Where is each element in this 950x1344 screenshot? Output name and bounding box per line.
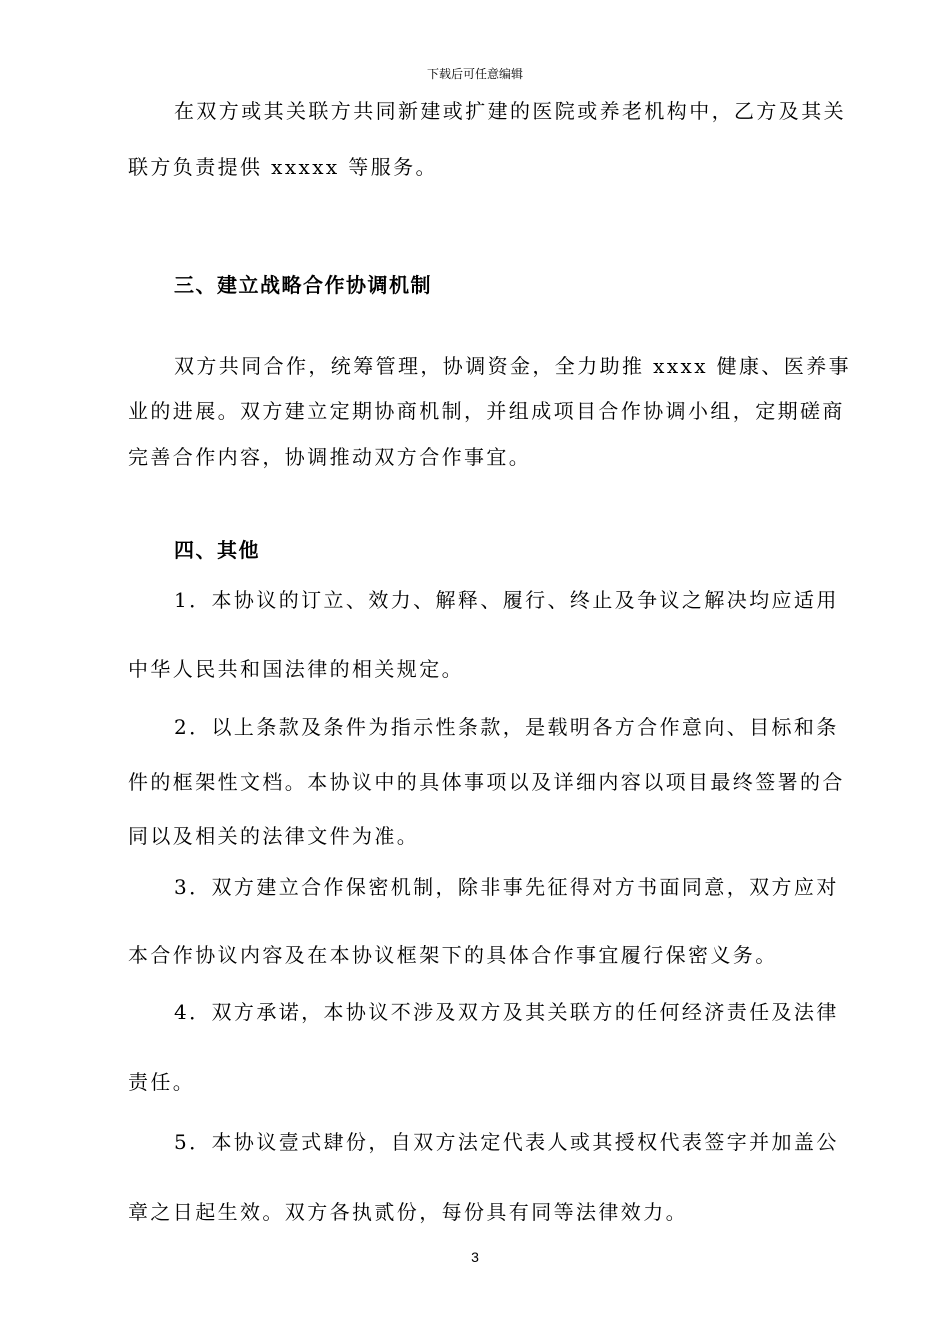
list-item-line: 2．以上条款及条件为指示性条款，是载明各方合作意向、目标和条 [174, 715, 839, 739]
paragraph-line: 完善合作内容，协调推动双方合作事宜。 [128, 445, 532, 469]
list-item-line: 1．本协议的订立、效力、解释、履行、终止及争议之解决均应适用 [174, 588, 839, 612]
list-item-line: 章之日起生效。双方各执贰份，每份具有同等法律效力。 [128, 1200, 688, 1224]
list-item-line: 3．双方建立合作保密机制，除非事先征得对方书面同意，双方应对 [174, 875, 839, 899]
paragraph-line: 联方负责提供 xxxxx 等服务。 [128, 155, 438, 179]
list-item-line: 责任。 [128, 1070, 196, 1094]
paragraph-line: 双方共同合作，统筹管理，协调资金，全力助推 xxxx 健康、医养事 [174, 354, 852, 378]
list-item-line: 中华人民共和国法律的相关规定。 [128, 657, 464, 681]
list-item-line: 本合作协议内容及在本协议框架下的具体合作事宜履行保密义务。 [128, 943, 778, 967]
list-item-line: 5．本协议壹式肆份，自双方法定代表人或其授权代表签字并加盖公 [174, 1130, 839, 1154]
list-item-line: 件的框架性文档。本协议中的具体事项以及详细内容以项目最终签署的合 [128, 770, 845, 794]
section-heading-4: 四、其他 [174, 538, 260, 562]
paragraph-line: 业的进展。双方建立定期协商机制，并组成项目合作协调小组，定期磋商 [128, 399, 845, 423]
page-header: 下载后可任意编辑 [426, 67, 523, 81]
list-item-line: 4．双方承诺，本协议不涉及双方及其关联方的任何经济责任及法律 [174, 1000, 839, 1024]
list-item-line: 同以及相关的法律文件为准。 [128, 824, 420, 848]
paragraph-line: 在双方或其关联方共同新建或扩建的医院或养老机构中，乙方及其关 [174, 99, 846, 123]
section-heading-3: 三、建立战略合作协调机制 [174, 273, 432, 297]
page-number: 3 [471, 1249, 479, 1265]
